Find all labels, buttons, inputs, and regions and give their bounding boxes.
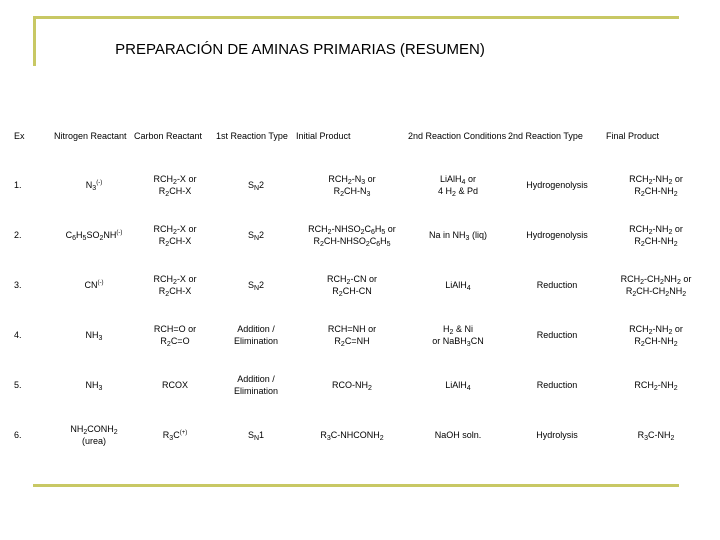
table-row bbox=[14, 410, 706, 460]
header-second-reaction-conditions: 2nd Reaction Conditions bbox=[408, 131, 507, 141]
cell-final-product: $RCH_2-NH_2$ or $R_2CH-NH_2$ bbox=[629, 324, 683, 348]
header-final-product: Final Product bbox=[606, 131, 660, 141]
cell-final-product: $RCH_2-NH_2$ or $R_2CH-NH_2$ bbox=[629, 174, 683, 198]
cell-initial-product: $RCH_2-N_3$ or $R_2CH-N_3$ bbox=[328, 174, 376, 198]
cell-first-reaction-type: Addition / Elimination bbox=[233, 324, 279, 346]
cell-second-reaction-conditions: LiAlH$_4$ or 4 $H_2$ & Pd bbox=[438, 174, 478, 198]
cell-first-reaction-type: Addition / Elimination bbox=[233, 374, 279, 396]
table-row bbox=[14, 210, 706, 260]
table-row bbox=[14, 360, 706, 410]
cell-nitrogen-reactant: $N_3^{(-)}$ bbox=[85, 180, 103, 192]
cell-nitrogen-reactant: $NH_3$ bbox=[85, 380, 103, 392]
cell-final-product: $R_3C-NH_2$ bbox=[637, 430, 675, 442]
cell-ex: 1. bbox=[14, 180, 22, 190]
cell-final-product: $RCH_2-NH_2$ or $R_2CH-NH_2$ bbox=[629, 224, 683, 248]
cell-carbon-reactant: $R_3C^{(+)}$ bbox=[162, 430, 188, 442]
page-title-text: PREPARACIÓN DE AMINAS PRIMARIAS (RESUMEN) bbox=[115, 41, 485, 58]
cell-second-reaction-type: Reduction bbox=[536, 380, 578, 390]
cell-initial-product: $RCH_2-NHSO_2C_6H_5$ or $R_2CH-NHSO_2C_6H_5$ bbox=[308, 224, 396, 248]
cell-carbon-reactant: $RCH_2-X$ or $R_2CH-X$ bbox=[153, 274, 197, 298]
header-first-reaction-type: 1st Reaction Type bbox=[216, 131, 288, 141]
cell-first-reaction-type: $S_N2$ bbox=[247, 180, 265, 192]
cell-first-reaction-type: $S_N2$ bbox=[247, 280, 265, 292]
cell-initial-product: $R_3C-NHCONH_2$ bbox=[320, 430, 384, 442]
cell-second-reaction-conditions: NaOH soln. bbox=[434, 430, 482, 440]
cell-second-reaction-conditions: Na in $NH_3$ (liq) bbox=[429, 230, 487, 242]
header-second-reaction-type: 2nd Reaction Type bbox=[508, 131, 583, 141]
cell-second-reaction-type: Hydrogenolysis bbox=[526, 230, 588, 240]
cell-second-reaction-conditions: $H_2$ & Ni or NaBH$_3$CN bbox=[432, 324, 484, 348]
top-rule bbox=[33, 16, 679, 19]
cell-carbon-reactant: RCH=O or $R_2C=O$ bbox=[153, 324, 197, 348]
cell-final-product: $RCH_2-NH_2$ bbox=[634, 380, 678, 392]
cell-carbon-reactant: $RCH_2-X$ or $R_2CH-X$ bbox=[153, 174, 197, 198]
cell-ex: 2. bbox=[14, 230, 22, 240]
header-nitrogen-reactant: Nitrogen Reactant bbox=[54, 131, 127, 141]
cell-nitrogen-reactant: CN(-) bbox=[84, 280, 104, 290]
table-row bbox=[14, 310, 706, 360]
cell-initial-product: $RCH_2-CN$ or $R_2CH-CN$ bbox=[327, 274, 377, 298]
cell-initial-product: RCO-$NH_2$ bbox=[332, 380, 372, 392]
cell-first-reaction-type: $S_N1$ bbox=[247, 430, 265, 442]
cell-second-reaction-conditions: LiAlH$_4$ bbox=[445, 380, 471, 392]
table-row bbox=[14, 160, 706, 210]
cell-final-product: $RCH_2-CH_2NH_2$ or $R_2CH-CH_2NH_2$ bbox=[620, 274, 692, 298]
cell-ex: 4. bbox=[14, 330, 22, 340]
cell-second-reaction-type: Reduction bbox=[536, 330, 578, 340]
bottom-rule bbox=[33, 484, 679, 487]
cell-second-reaction-type: Hydrolysis bbox=[536, 430, 578, 440]
cell-second-reaction-type: Hydrogenolysis bbox=[526, 180, 588, 190]
cell-second-reaction-type: Reduction bbox=[536, 280, 578, 290]
cell-first-reaction-type: $S_N2$ bbox=[247, 230, 265, 242]
cell-nitrogen-reactant: $C_6H_5SO_2NH^{(-)}$ bbox=[65, 230, 123, 242]
cell-initial-product: RCH=NH or $R_2C=NH$ bbox=[327, 324, 377, 348]
cell-carbon-reactant: $RCH_2-X$ or $R_2CH-X$ bbox=[153, 224, 197, 248]
cell-carbon-reactant: RCOX bbox=[161, 380, 188, 390]
table-row bbox=[14, 260, 706, 310]
cell-ex: 5. bbox=[14, 380, 22, 390]
header-initial-product: Initial Product bbox=[296, 131, 351, 141]
table-header-row bbox=[14, 112, 706, 160]
header-ex: Ex bbox=[14, 131, 25, 141]
amine-preparation-table bbox=[14, 112, 706, 460]
cell-nitrogen-reactant: $NH_3$ bbox=[85, 330, 103, 342]
cell-second-reaction-conditions: LiAlH$_4$ bbox=[445, 280, 471, 292]
page-title bbox=[0, 41, 600, 58]
header-carbon-reactant: Carbon Reactant bbox=[134, 131, 203, 141]
cell-nitrogen-reactant: $NH_2CONH_2$ (urea) bbox=[70, 424, 118, 446]
cell-ex: 6. bbox=[14, 430, 22, 440]
cell-ex: 3. bbox=[14, 280, 22, 290]
